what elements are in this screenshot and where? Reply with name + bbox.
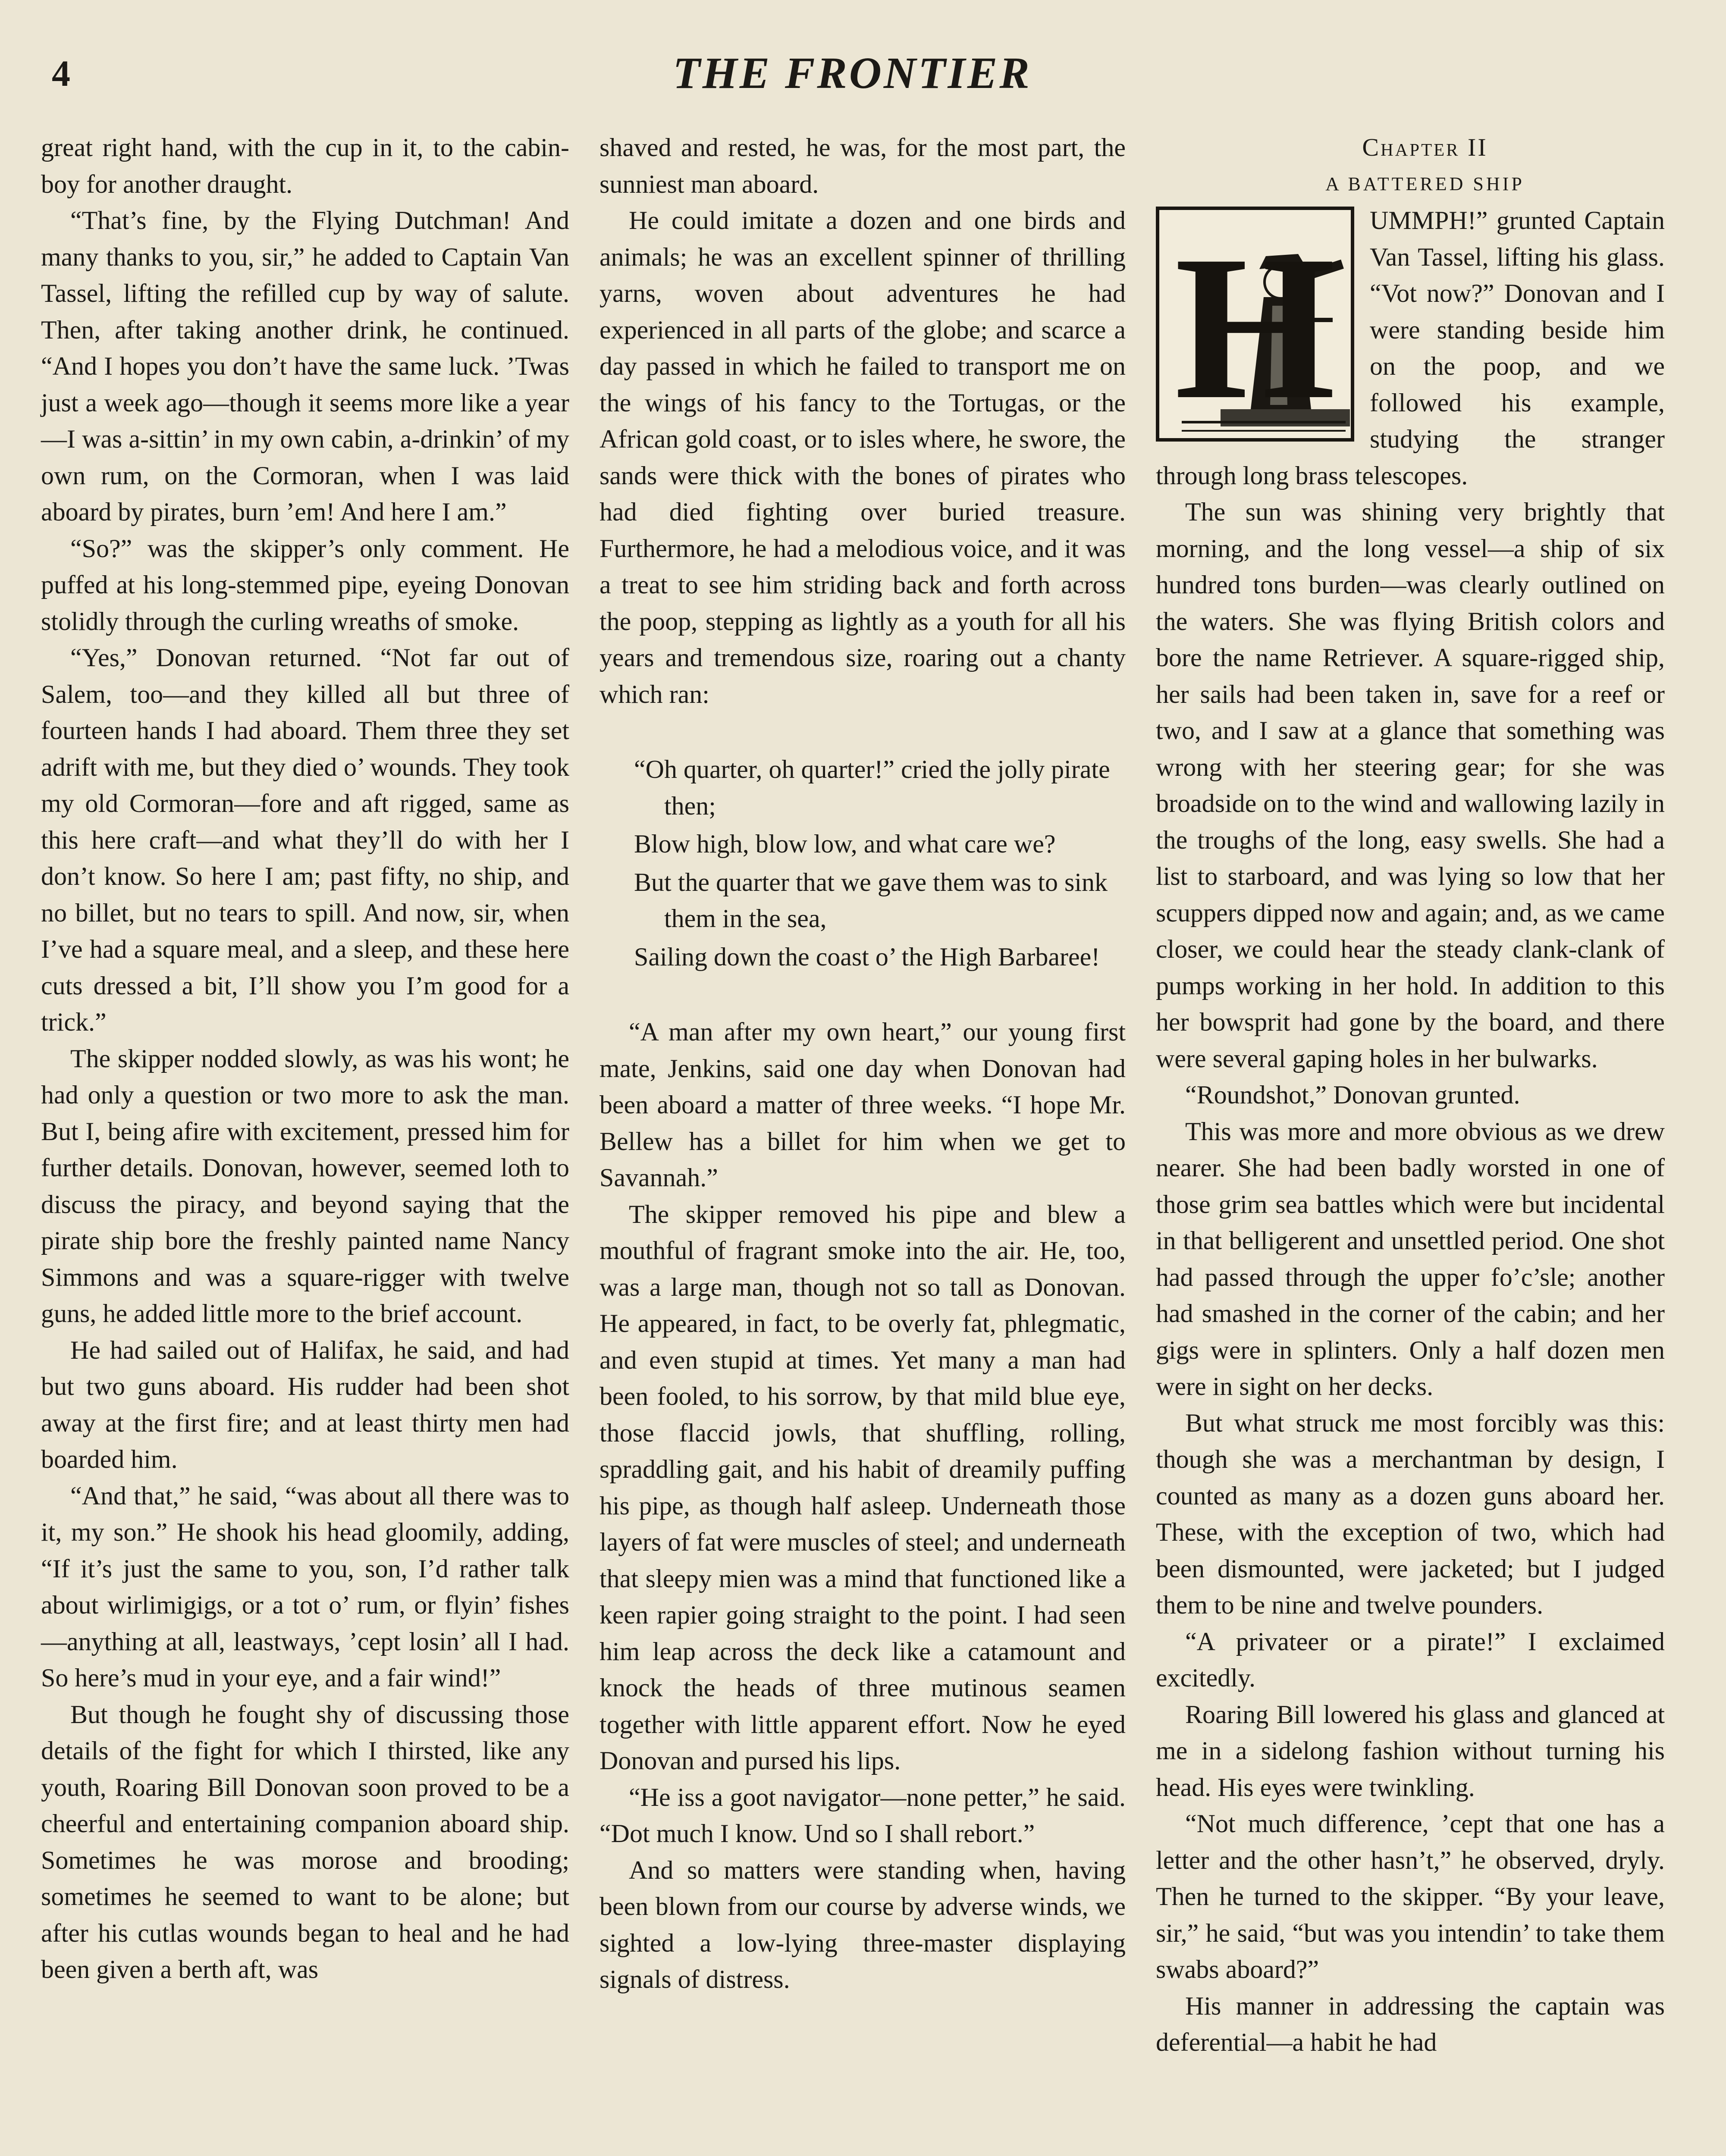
paragraph: “Not much difference, ’cept that one has a letter and the other hasn’t,” he observed, dryly. Then he turned to the skipper. “By your leave, sir,” he said, “but was you intendin’ to take them swabs aboard?” — [1156, 1809, 1665, 1984]
paragraph: This was more and more obvious as we drew nearer. She had been badly worsted in one of those grim sea battles which were but incidental in that belligerent and unsettled period. One shot had passed through the upper fo’c’sle; another had smashed in the corner of the cabin; and her gigs were in splinters. Only a half dozen men were in sight on her decks. — [1156, 1117, 1665, 1401]
paragraph: “Roundshot,” Donovan grunted. — [1185, 1081, 1520, 1109]
drop-letter: H — [1174, 213, 1336, 442]
chapter-opening-paragraph: UMMPH!” grunted Captain Van Tassel, lifting his glass. “Vot now?” Donovan and I were standing beside him on the poop, and we followed his example, studying the stranger through long brass telescopes. — [1156, 206, 1665, 490]
paragraph: “So?” was the skipper’s only comment. He puffed at his long-stemmed pipe, eyeing Donovan stolidly through the curling wreaths of smoke. — [41, 534, 569, 636]
paragraph: “A privateer or a pirate!” I exclaimed excitedly. — [1156, 1627, 1665, 1692]
chapter-subtitle: A BATTERED SHIP — [1325, 173, 1525, 194]
paragraph: And so matters were standing when, having been blown from our course by adverse winds, we sighted a low-lying three-master displaying signals of distress. — [599, 1855, 1126, 1993]
verse-line: Blow high, blow low, and what care we? — [634, 830, 1056, 858]
paragraph: great right hand, with the cup in it, to the cabin-boy for another draught. — [41, 133, 569, 198]
paragraph: Roaring Bill lowered his glass and glanced at me in a sidelong fashion without turning his head. His eyes were twinkling. — [1156, 1700, 1665, 1802]
text-column-3 — [1156, 129, 1665, 2061]
paragraph: “And that,” he said, “was about all there was to it, my son.” He shook his head gloomily, adding, “If it’s just the same to you, son, I’d rather talk about wirlimigigs, or a tot o’ rum, or flyin’ fishes—anything at all, leastways, ’cept losin’ all I had. So here’s mud in your eye, and a fair wind!” — [41, 1481, 569, 1692]
paragraph: “Yes,” Donovan returned. “Not far out of Salem, too—and they killed all but three of fourteen hands I had aboard. Them three they set adrift with me, but they died o’ wounds. They took my old Cormoran—fore and aft rigged, same as this here craft—and what they’ll do with her I don’t know. So here I am; past fifty, no ship, and no billet, but no tears to spill. And now, sir, when I’ve had a square meal, and a sleep, and these here cuts dressed a bit, I’ll show you I’m good for a trick.” — [41, 643, 569, 1036]
verse-line: “Oh quarter, oh quarter!” cried the jolly pirate then; — [634, 755, 1110, 820]
paragraph: His manner in addressing the captain was deferential—a habit he had — [1156, 1991, 1665, 2056]
paragraph: shaved and rested, he was, for the most part, the sunniest man aboard. — [599, 133, 1126, 198]
running-title: THE FRONTIER — [673, 48, 1032, 98]
verse-line: Sailing down the coast o’ the High Barbaree! — [634, 942, 1100, 971]
paragraph: But though he fought shy of discussing those details of the fight for which I thirsted, like any youth, Roaring Bill Donovan soon proved to be a cheerful and entertaining companion aboard ship. Sometimes he was morose and brooding; sometimes he seemed to want to be alone; but after his cutlas wounds began to heal and he had been given a berth aft, was — [41, 1700, 569, 1984]
illustrated-drop-cap — [1156, 207, 1354, 442]
chanty-verse — [634, 751, 1126, 975]
paragraph: He had sailed out of Halifax, he said, and had but two guns aboard. His rudder had been shot away at the first fire; and at least thirty men had boarded him. — [41, 1335, 569, 1473]
paragraph: The skipper nodded slowly, as was his wont; he had only a question or two more to ask the man. But I, being afire with excitement, pressed him for further details. Donovan, however, seemed loth to discuss the piracy, and beyond saying that the pirate ship bore the freshly painted name Nancy Simmons and was a square-rigger with twelve guns, he added little more to the brief account. — [41, 1044, 569, 1328]
paragraph: But what struck me most forcibly was this: though she was a merchantman by design, I counted as many as a dozen guns aboard her. These, with the exception of two, which had been dismounted, were jacketed; but I judged them to be nine and twelve pounders. — [1156, 1408, 1665, 1619]
chapter-heading: Chapter II — [1362, 133, 1488, 161]
paragraph: “A man after my own heart,” our young first mate, Jenkins, said one day when Donovan had been aboard a matter of three weeks. “I hope Mr. Bellew has a billet for him when we get to Savannah.” — [599, 1018, 1126, 1192]
verse-line: But the quarter that we gave them was to sink them in the sea, — [634, 868, 1108, 933]
paragraph: The sun was shining very brightly that morning, and the long vessel—a ship of six hundred tons burden—was clearly outlined on the waters. She was flying British colors and bore the name Retriever. A square-rigged ship, her sails had been taken in, save for a reef or two, and I saw at a glance that something was wrong with her steering gear; for she was broadside on to the wind and wallowing lazily in the troughs of the long, easy swells. She had a list to starboard, and was lying so low that her scuppers dipped now and again; and, as we came closer, we could hear the steady clank-clank of pumps working in her hold. In addition to this her bowsprit had gone by the board, and there were several gaping holes in her bulwarks. — [1156, 498, 1665, 1073]
page-header — [43, 47, 1661, 103]
paragraph: “That’s fine, by the Flying Dutchman! And many thanks to you, sir,” he added to Captain Van Tassel, lifting the refilled cup by way of salute. Then, after taking another drink, he continued. “And I hopes you don’t have the same luck. ’Twas just a week ago—though it seems more like a year—I was a-sittin’ in my own cabin, a-drinkin’ of my own rum, on the Cormoran, when I was laid aboard by pirates, burn ’em! And here I am.” — [41, 206, 569, 526]
text-column-2 — [599, 129, 1126, 1998]
paragraph: The skipper removed his pipe and blew a mouthful of fragrant smoke into the air. He, too, was a large man, though not so tall as Donovan. He appeared, in fact, to be overly fat, phlegmatic, and even stupid at times. Yet many a man had been fooled, to his sorrow, by that mild blue eye, those flaccid jowls, that shuffling, rolling, spraddling gait, and his habit of dreamily puffing his pipe, as though half asleep. Underneath those layers of fat were muscles of steel; and underneath that sleepy mien was a mind that functioned like a keen rapier going straight to the point. I had seen him leap across the deck like a catamount and knock the heads of three mutinous seamen together with little apparent effort. Now he eyed Donovan and pursed his lips. — [599, 1200, 1126, 1775]
text-column-1 — [41, 129, 569, 1988]
paragraph: He could imitate a dozen and one birds and animals; he was an excellent spinner of thrilling yarns, woven about adventures he had experienced in all parts of the globe; and scarce a day passed in which he failed to transport me on the wings of his fancy to the Tortugas, or the African gold coast, or to isles where, he swore, the sands were thick with the bones of pirates who had died fighting over buried treasure. Furthermore, he had a melodious voice, and it was a treat to see him striding back and forth across the poop, stepping as lightly as a youth for all his years and tremendous size, roaring out a chanty which ran: — [599, 206, 1126, 708]
page-number: 4 — [52, 53, 70, 94]
paragraph: “He iss a goot navigator—none petter,” he said. “Dot much I know. Und so I shall rebort.” — [599, 1783, 1126, 1848]
